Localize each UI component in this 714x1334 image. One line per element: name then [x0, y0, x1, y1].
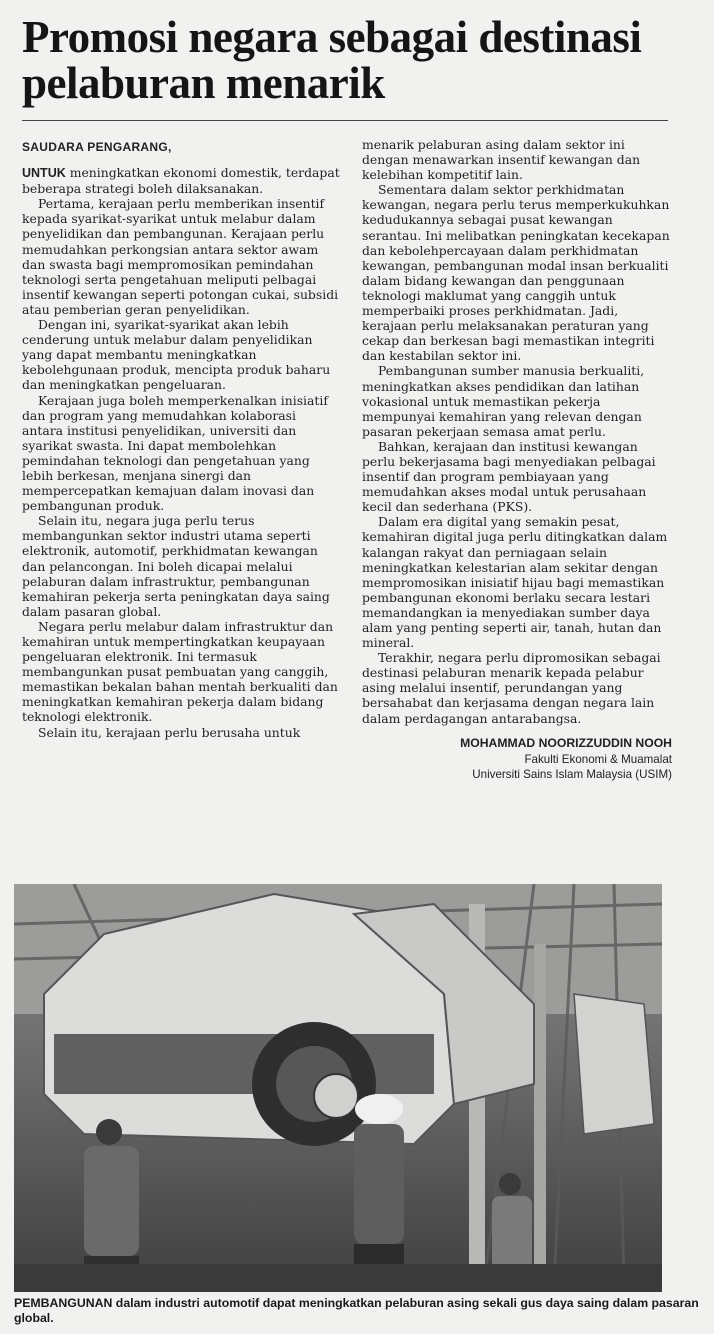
caption-text: dalam industri automotif dapat meningkatkan pelaburan asing sekali gus daya saing dalam pasaran global. — [14, 1296, 699, 1325]
paragraph: Pembangunan sumber manusia berkualiti, meningkatkan akses pendidikan dan latihan vokasional untuk memastikan pekerja mempunyai kemahiran yang relevan dengan pasaran pekerjaan semasa amat perlu. — [362, 363, 645, 439]
salutation: SAUDARA PENGARANG, — [22, 140, 172, 154]
left-column — [22, 140, 340, 740]
paragraph: Negara perlu melabur dalam infrastruktur dan kemahiran untuk mempertingkatkan keupayaan pengeluaran elektronik. Ini termasuk membangunkan pusat pembuatan yang canggih, memastikan bekalan bahan mentah berkualiti dan meningkatkan kemahiran pekerja dalam bidang teknologi elektronik. — [22, 618, 338, 725]
paragraph: Selain itu, kerajaan perlu berusaha untuk — [38, 724, 301, 740]
photo-caption — [14, 1296, 704, 1326]
assembly-line-photo — [14, 884, 662, 1292]
caption-lead: PEMBANGUNAN — [14, 1296, 113, 1310]
paragraph: Sementara dalam sektor perkhidmatan kewangan, negara perlu terus memperkukuhkan kedudukannya sebagai pusat kewangan serantau. Ini melibatkan peningkatan kecekapan dan kebolehpercayaan dalam perkhidmatan kewangan, pembangunan modal insan berkualiti dalam bidang kewangan dan penggunaan teknologi maklumat yang canggih untuk memperbaiki proses perkhidmatan. Jadi, kerajaan perlu melaksanakan peraturan yang cekap dan berkesan bagi memastikan integriti dan kestabilan sektor ini. — [362, 182, 670, 364]
author-university: Universiti Sains Islam Malaysia (USIM) — [472, 767, 672, 781]
intro-paragraph — [22, 165, 340, 196]
author-name: MOHAMMAD NOORIZZUDDIN NOOH — [460, 735, 672, 750]
author-faculty: Fakulti Ekonomi & Muamalat — [524, 752, 672, 766]
paragraph: Terakhir, negara perlu dipromosikan sebagai destinasi pelaburan menarik kepada pelabur asing melalui insentif, perundangan yang bersahabat dan kerjasama dengan negara lain dalam perdagangan antarabangsa. — [362, 650, 661, 726]
paragraph: Kerajaan juga boleh memperkenalkan inisiatif dan program yang memudahkan kolaborasi antara institusi penyelidikan, universiti dan syarikat swasta. Ini dapat membolehkan pemindahan teknologi dan pengetahuan yang lebih berkesan, menjana sinergi dan mempercepatkan kemajuan dalam inovasi dan pembangunan produk. — [22, 392, 328, 514]
continued-paragraph: menarik pelaburan asing dalam sektor ini dengan menawarkan insentif kewangan dan kelebihan kompetitif lain. — [362, 137, 641, 183]
author-signature — [362, 734, 672, 782]
intro-text: meningkatkan ekonomi domestik, terdapat beberapa strategi boleh dilaksanakan. — [22, 165, 340, 197]
lead-word: UNTUK — [22, 166, 66, 181]
headline: Promosi negara sebagai destinasi pelaburan menarik — [22, 12, 642, 108]
right-column — [362, 137, 672, 782]
paragraph: Dengan ini, syarikat-syarikat akan lebih cenderung untuk melabur dalam penyelidikan yang dapat membantu meningkatkan kebolehgunaan produk, mencipta produk baharu dan meningkatkan pengeluaran. — [22, 317, 331, 393]
paragraph: Pertama, kerajaan perlu memberikan insentif kepada syarikat-syarikat untuk melabur dalam penyelidikan dan pembangunan. Kerajaan perlu memudahkan perkongsian antara sektor awam dan swasta bagi mempromosikan pemindahan teknologi serta pengetahuan meliputi pelbagai insentif kewangan seperti potongan cukai, subsidi atau pemberian geran penyelidikan. — [22, 196, 339, 317]
paragraph: Bahkan, kerajaan dan institusi kewangan perlu bekerjasama bagi menyediakan pelbagai insentif dan program pembiayaan yang memudahkan akses modal untuk perusahaan kecil dan sederhana (PKS). — [362, 438, 656, 515]
paragraph: Dalam era digital yang semakin pesat, kemahiran digital juga perlu ditingkatkan dalam kalangan rakyat dan perniagaan selain meningkatkan kelestarian alam sekitar dengan mempromosikan inisiatif hijau bagi memastikan pembangunan ekonomi berlaku secara lestari memandangkan ia menyediakan sumber daya alam yang penting seperti air, tanah, hutan dan mineral. — [362, 514, 668, 651]
headline-rule — [22, 120, 668, 121]
paragraph: Selain itu, negara juga perlu terus membangunkan sektor industri utama seperti elektronik, automotif, perkhidmatan kewangan dan pelancongan. Ini boleh dicapai melalui pelaburan dalam infrastruktur, pembangunan kemahiran pekerja serta peningkatan daya saing dalam pasaran global. — [22, 513, 330, 619]
